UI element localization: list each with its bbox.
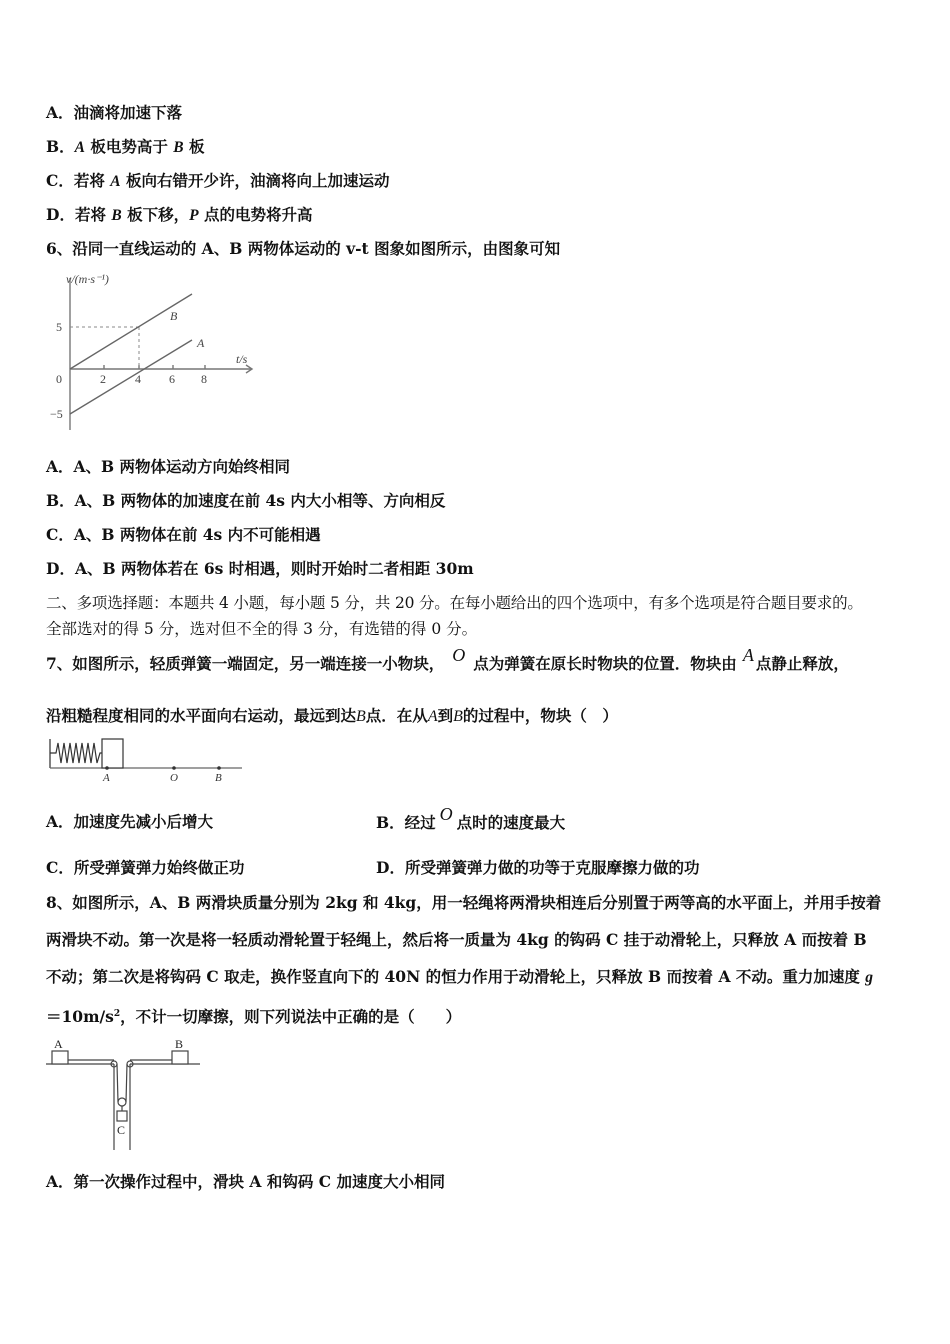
q6-ytick-5: 5 [56, 320, 62, 334]
q7-block [102, 739, 123, 768]
q7-point-a [105, 766, 109, 770]
q8-rope-right-down [126, 1064, 127, 1102]
q6-option-b: B．A、B 两物体的加速度在前 4s 内大小相等、方向相反 [46, 491, 446, 510]
q6-label-b: B [170, 309, 178, 323]
q7-sym-o: O [452, 645, 466, 665]
q7-options-row-1 [46, 812, 213, 832]
q8-label-c: C [117, 1123, 126, 1137]
q6-ytick-neg5: −5 [50, 407, 63, 421]
q8-line-1: 8、如图所示，A、B 两滑块质量分别为 2kg 和 4kg，用一轻绳将两滑块相连后分别置于两等高的水平面上，并用手按着 [46, 893, 882, 912]
q7-spring [50, 743, 102, 763]
q6-ylabel: v/(m·s⁻¹) [66, 272, 109, 286]
q7-point-o [172, 766, 176, 770]
q7-label-b: B [215, 772, 222, 784]
q7-label-a: A [103, 772, 110, 784]
q7-stem-line-1: 7、如图所示，轻质弹簧一端固定，另一端连接一小物块， O 点为弹簧在原长时物块的位置．物块由 A 点静止释放， [46, 645, 849, 673]
q8-block-b [172, 1051, 188, 1064]
q6-label-a: A [197, 336, 205, 350]
q7-sym-a: A [742, 645, 754, 665]
q6-xtick-8: 8 [201, 372, 207, 386]
q7-label-o: O [170, 772, 178, 784]
q8-line-3: 不动；第二次是将钩码 C 取走，换作竖直向下的 40N 的恒力作用于动滑轮上，只释放 B 而按着 A 不动。重力加速度 g [46, 967, 874, 986]
q6-xtick-2: 2 [100, 372, 106, 386]
q6-origin-label: 0 [56, 372, 62, 386]
q6-option-d: D．A、B 两物体若在 6s 时相遇，则时开始时二者相距 30m [46, 559, 474, 578]
q5-option-d: D．若将 B 板下移，P 点的电势将升高 [46, 205, 313, 224]
section2-line-1: 二、多项选择题：本题共 4 小题，每小题 5 分，共 20 分。在每小题给出的四个选项中，有多个选项是符合题目要求的。 [46, 594, 863, 612]
q7-stem-line-2: 沿粗糙程度相同的水平面向右运动，最远到达B点．在从A到B的过程中，物块（ ） [46, 706, 618, 725]
q8-hook-mass-c [117, 1111, 127, 1121]
q8-pulley-figure [44, 1036, 204, 1152]
q6-vt-graph [46, 268, 256, 434]
q6-stem: 6、沿同一直线运动的 A、B 两物体运动的 v-t 图象如图所示，由图象可知 [46, 239, 561, 258]
q6-line-b [70, 294, 192, 369]
q8-line-4: $=10m/s^2$，不计一切摩擦，则下列说法中正确的是（ ） [46, 1007, 462, 1027]
q7-option-d: D．所受弹簧弹力做的功等于克服摩擦力做的功 [376, 858, 700, 877]
q7-spring-figure [46, 735, 246, 785]
q8-rope-left-down [117, 1064, 118, 1102]
q7-option-c: C．所受弹簧弹力始终做正功 [46, 858, 245, 877]
q6-option-a: A．A、B 两物体运动方向始终相同 [46, 457, 291, 476]
q8-label-a: A [54, 1037, 63, 1051]
q7-option-b: B．经过 O 点时的速度最大 [376, 804, 566, 832]
q7-point-b [217, 766, 221, 770]
q8-line-2: 两滑块不动。第一次是将一轻质动滑轮置于轻绳上，然后将一质量为 4kg 的钩码 C 挂于动滑轮上，只释放 A 而按着 B [46, 930, 867, 949]
q8-block-a [52, 1051, 68, 1064]
section2-line-2: 全部选对的得 5 分，选对但不全的得 3 分，有选错的得 0 分。 [46, 620, 478, 638]
q5-option-a: A．油滴将加速下落 [46, 103, 183, 122]
q5-option-c: C．若将 A 板向右错开少许，油滴将向上加速运动 [46, 171, 390, 190]
q7-option-a: A．加速度先减小后增大 [46, 812, 214, 831]
q6-xlabel: t/s [236, 352, 248, 366]
q8-option-a: A．第一次操作过程中，滑块 A 和钩码 C 加速度大小相同 [46, 1172, 445, 1191]
q8-label-b: B [175, 1037, 184, 1051]
q6-xtick-6: 6 [169, 372, 175, 386]
q5-option-b: B．A 板电势高于 B 板 [46, 137, 205, 156]
q6-xtick-4: 4 [135, 372, 141, 386]
q8-moving-pulley [118, 1098, 126, 1106]
q6-option-c: C．A、B 两物体在前 4s 内不可能相遇 [46, 525, 321, 544]
